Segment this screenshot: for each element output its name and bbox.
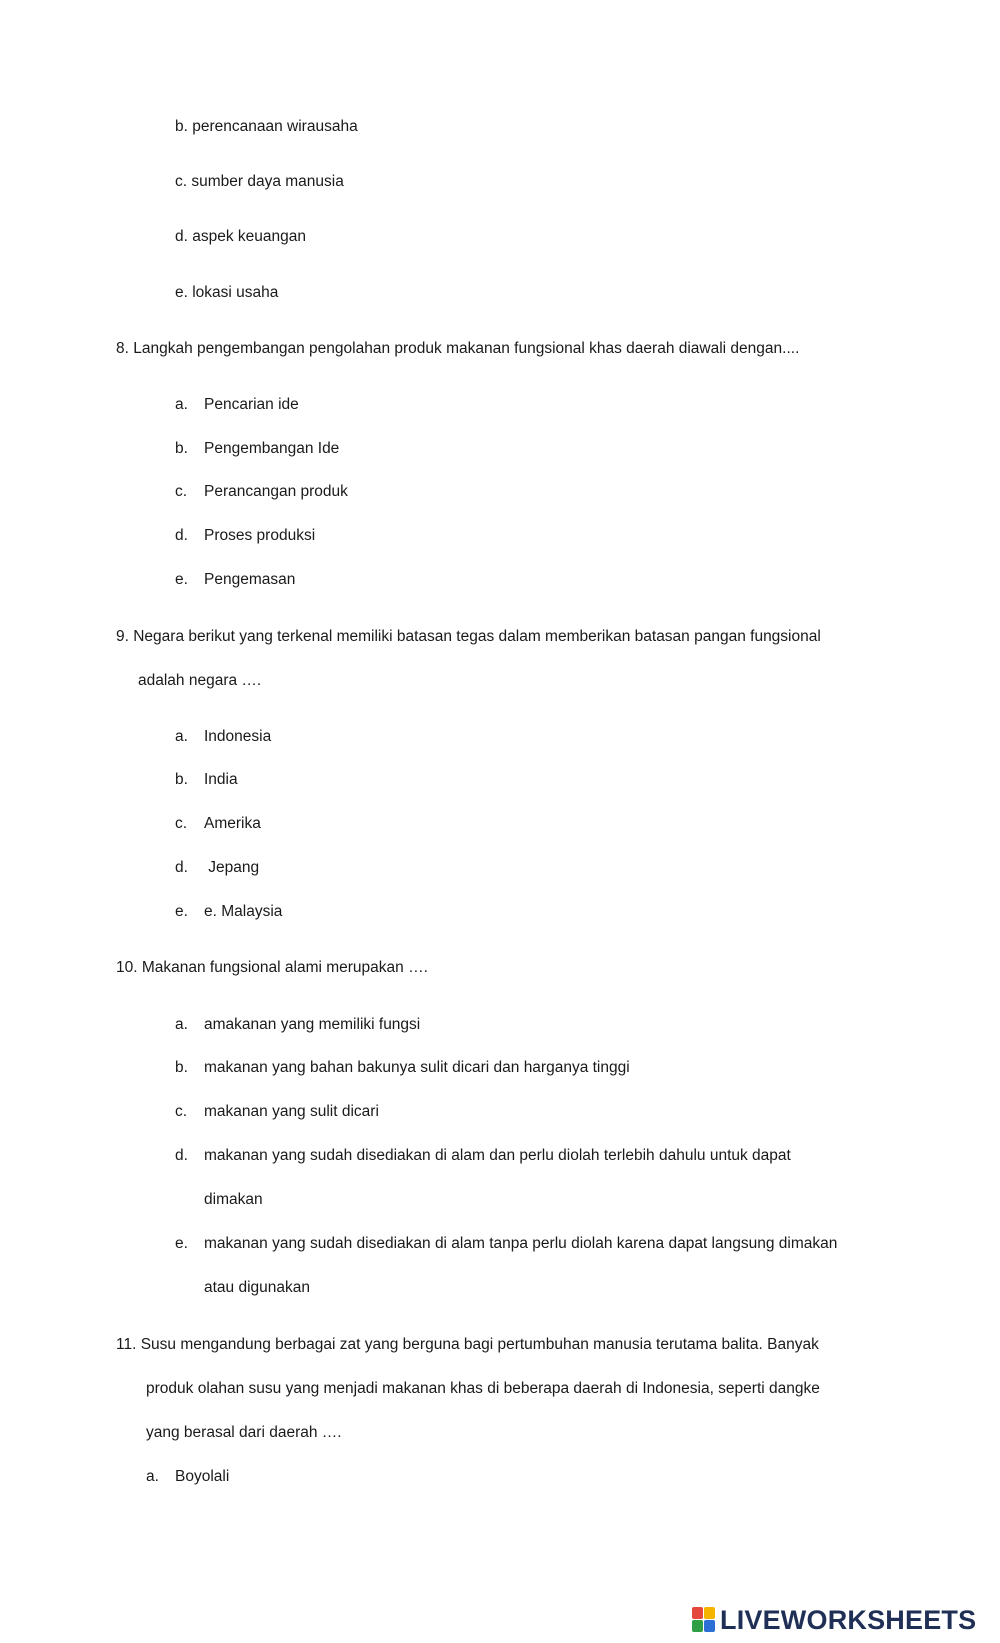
q10-option-a-label: a.: [175, 1016, 188, 1033]
logo-square-green: [692, 1620, 703, 1632]
q8-option-d: Proses produksi: [204, 527, 316, 544]
q10-option-d: makanan yang sudah disediakan di alam dan perlu diolah terlebih dahulu untuk dapat: [204, 1147, 791, 1164]
q9-option-c: Amerika: [204, 815, 261, 832]
q10-option-e-label: e.: [175, 1235, 188, 1252]
q9-option-d: Jepang: [204, 859, 260, 876]
q9-option-a: Indonesia: [204, 728, 272, 745]
q11-question-line1: 11. Susu mengandung berbagai zat yang berguna bagi pertumbuhan manusia terutama balita. Banyak: [116, 1336, 819, 1353]
q9-option-e: e. Malaysia: [204, 903, 283, 920]
q9-question-line2: adalah negara ….: [138, 672, 262, 689]
q9-option-d-label: d.: [175, 859, 188, 876]
q9-option-b-label: b.: [175, 771, 188, 788]
liveworksheets-logo-icon: [692, 1607, 716, 1633]
q9-option-a-label: a.: [175, 728, 188, 745]
q10-option-c-label: c.: [175, 1103, 188, 1120]
q10-option-c: makanan yang sulit dicari: [204, 1103, 379, 1120]
q8-option-d-label: d.: [175, 527, 188, 544]
q8-option-c: Perancangan produk: [204, 483, 348, 500]
q10-option-d-cont: dimakan: [204, 1191, 263, 1208]
q9-option-b: India: [204, 771, 238, 788]
logo-square-yellow: [704, 1607, 715, 1619]
q8-option-b-label: b.: [175, 440, 188, 457]
q11-option-a: Boyolali: [175, 1468, 230, 1485]
liveworksheets-brand: [692, 1605, 976, 1635]
q8-option-c-label: c.: [175, 483, 188, 500]
q10-option-b: makanan yang bahan bakunya sulit dicari dan harganya tinggi: [204, 1059, 630, 1076]
q10-option-e-cont: atau digunakan: [204, 1279, 311, 1296]
q7-option-e: e. lokasi usaha: [175, 284, 279, 301]
logo-square-red: [692, 1607, 703, 1619]
q8-option-a: Pencarian ide: [204, 396, 299, 413]
q11-option-a-label: a.: [146, 1468, 159, 1485]
q10-option-b-label: b.: [175, 1059, 188, 1076]
q8-option-e-label: e.: [175, 571, 188, 588]
q11-question-line3: yang berasal dari daerah ….: [146, 1424, 342, 1441]
q8-question: 8. Langkah pengembangan pengolahan produk makanan fungsional khas daerah diawali dengan....: [116, 340, 800, 357]
logo-square-blue: [704, 1620, 715, 1632]
q8-option-e: Pengemasan: [204, 571, 296, 588]
q9-option-c-label: c.: [175, 815, 188, 832]
liveworksheets-wordmark: LIVEWORKSHEETS: [720, 1605, 977, 1635]
q7-option-b: b. perencanaan wirausaha: [175, 118, 358, 135]
q10-question: 10. Makanan fungsional alami merupakan ….: [116, 959, 428, 976]
q10-option-d-label: d.: [175, 1147, 188, 1164]
q8-option-a-label: a.: [175, 396, 188, 413]
q7-option-d: d. aspek keuangan: [175, 228, 306, 245]
q7-option-c: c. sumber daya manusia: [175, 173, 344, 190]
q9-option-e-label: e.: [175, 903, 188, 920]
q9-question-line1: 9. Negara berikut yang terkenal memiliki batasan tegas dalam memberikan batasan pangan fungsional: [116, 628, 821, 645]
q8-option-b: Pengembangan Ide: [204, 440, 340, 457]
q11-question-line2: produk olahan susu yang menjadi makanan khas di beberapa daerah di Indonesia, seperti dangke: [146, 1380, 820, 1397]
q10-option-e: makanan yang sudah disediakan di alam tanpa perlu diolah karena dapat langsung dimakan: [204, 1235, 838, 1252]
q10-option-a: amakanan yang memiliki fungsi: [204, 1016, 421, 1033]
